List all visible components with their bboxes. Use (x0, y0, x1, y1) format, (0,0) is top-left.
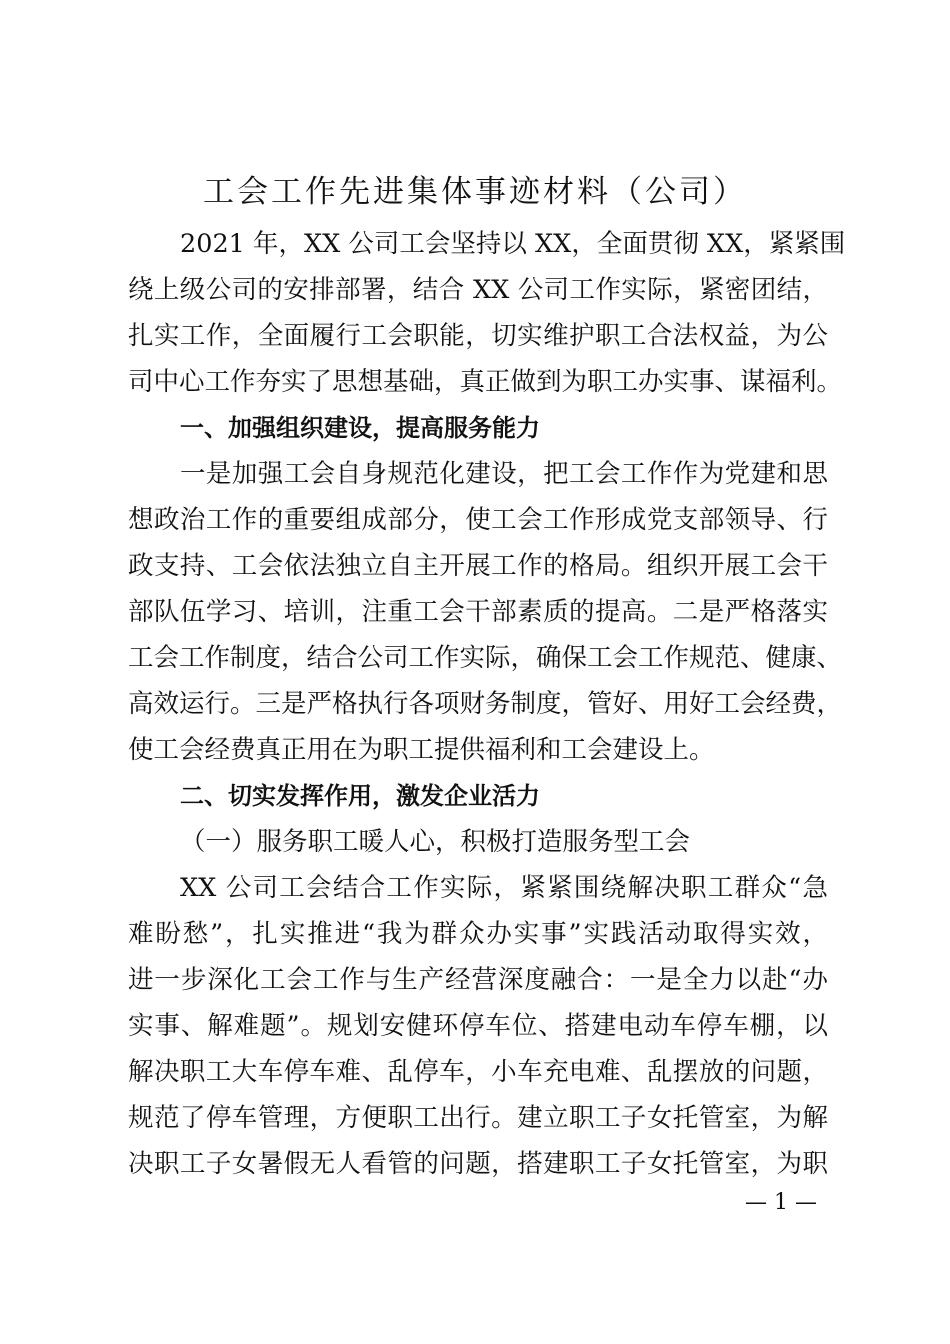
section-2-heading: 二、切实发挥作用，激发企业活力 (180, 782, 540, 810)
document-title: 工会工作先进集体事迹材料（公司） (203, 174, 747, 210)
section-2-subheading: （一）服务职工暖人心，积极打造服务型工会 (180, 827, 691, 857)
section-1-heading: 一、加强组织建设，提高服务能力 (180, 414, 540, 442)
section-2-line: 进一步深化工会工作与生产经营深度融合：一是全力以赴“办 (128, 965, 828, 995)
section-1-line: 工会工作制度，结合公司工作实际，确保工会工作规范、健康、 (128, 643, 843, 673)
section-1-line: 使工会经费真正用在为职工提供福利和工会建设上。 (128, 735, 715, 765)
intro-line: 绕上级公司的安排部署，结合 XX 公司工作实际，紧密团结， (128, 275, 828, 305)
section-1-line: 一是加强工会自身规范化建设，把工会工作作为党建和思 (180, 459, 828, 489)
section-2-line: 解决职工大车停车难、乱停车，小车充电难、乱摆放的问题， (128, 1057, 828, 1087)
section-1-line: 想政治工作的重要组成部分，使工会工作形成党支部领导、行 (128, 505, 828, 535)
section-1-line: 高效运行。三是严格执行各项财务制度，管好、用好工会经费， (128, 689, 843, 719)
section-1-line: 部队伍学习、培训，注重工会干部素质的提高。二是严格落实 (128, 597, 828, 627)
section-2-line: 规范了停车管理，方便职工出行。建立职工子女托管室，为解 (128, 1103, 828, 1133)
section-2-line: 决职工子女暑假无人看管的问题，搭建职工子女托管室，为职 (128, 1149, 828, 1179)
section-1-line: 政支持、工会依法独立自主开展工作的格局。组织开展工会干 (128, 551, 828, 581)
section-2-line: XX 公司工会结合工作实际，紧紧围绕解决职工群众“急 (180, 873, 828, 903)
section-2-line: 实事、解难题”。规划安健环停车位、搭建电动车停车棚，以 (128, 1011, 828, 1041)
section-2-line: 难盼愁”，扎实推进“我为群众办实事”实践活动取得实效， (128, 919, 828, 949)
page-number: — 1 — (745, 1190, 817, 1215)
intro-line: 2021 年，XX 公司工会坚持以 XX，全面贯彻 XX，紧紧围 (180, 229, 846, 259)
intro-line: 司中心工作夯实了思想基础，真正做到为职工办实事、谋福利。 (128, 367, 843, 397)
intro-line: 扎实工作，全面履行工会职能，切实维护职工合法权益，为公 (128, 321, 828, 351)
